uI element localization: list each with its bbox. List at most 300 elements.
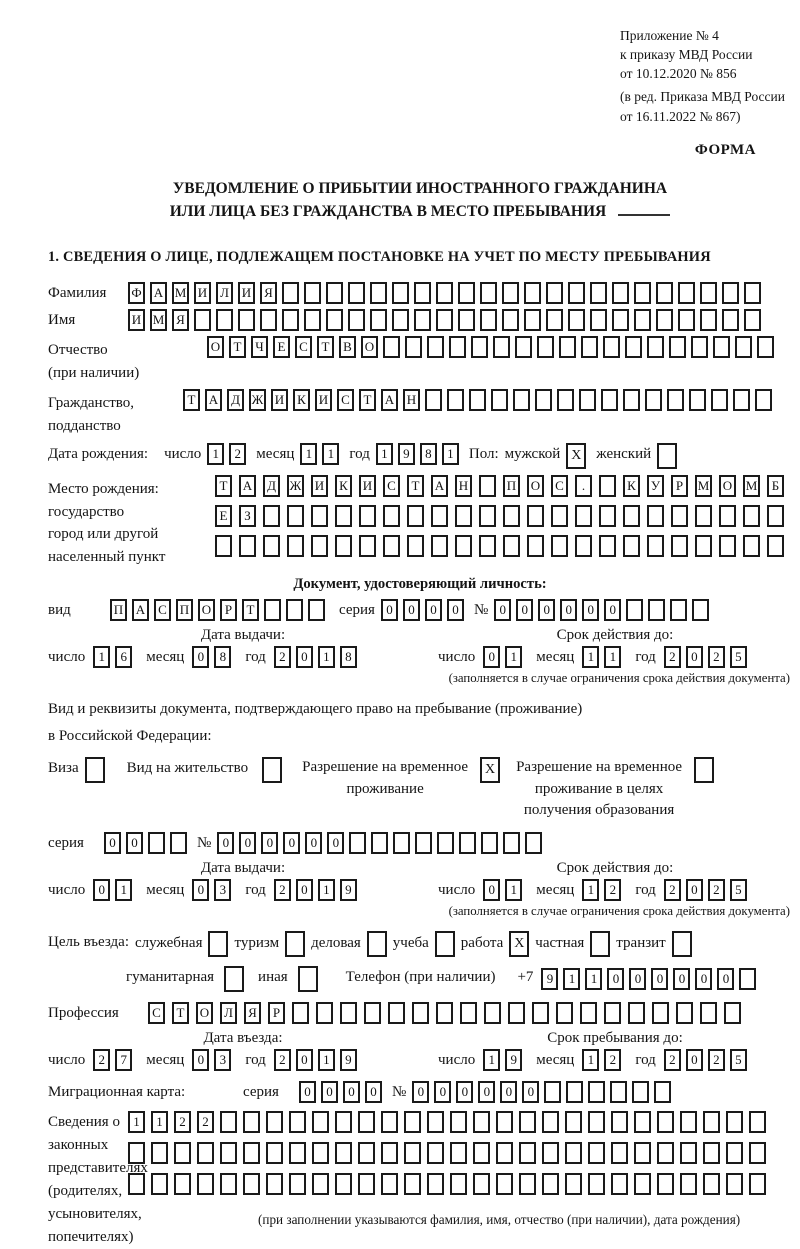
char-box[interactable]: 2 — [664, 1049, 681, 1071]
char-box[interactable]: 0 — [321, 1081, 338, 1103]
char-box[interactable]: П — [176, 599, 193, 621]
char-box[interactable]: 0 — [516, 599, 533, 621]
char-box[interactable] — [700, 282, 717, 304]
char-box[interactable] — [767, 505, 784, 527]
char-box[interactable] — [565, 1142, 582, 1164]
char-box[interactable] — [648, 599, 665, 621]
char-box[interactable] — [645, 389, 662, 411]
char-box[interactable]: Ж — [249, 389, 266, 411]
char-box[interactable] — [128, 1142, 145, 1164]
char-box[interactable]: Р — [268, 1002, 285, 1024]
char-box[interactable]: Н — [455, 475, 472, 497]
char-box[interactable] — [611, 1142, 628, 1164]
char-box[interactable] — [623, 535, 640, 557]
char-box[interactable]: В — [339, 336, 356, 358]
char-box[interactable]: 1 — [376, 443, 393, 465]
char-box[interactable]: 0 — [447, 599, 464, 621]
char-box[interactable]: 0 — [296, 646, 313, 668]
char-box[interactable] — [703, 1173, 720, 1195]
char-box[interactable]: Е — [215, 505, 232, 527]
char-box[interactable]: 0 — [629, 968, 646, 990]
char-box[interactable] — [722, 282, 739, 304]
char-box[interactable]: 0 — [412, 1081, 429, 1103]
char-box[interactable]: 0 — [483, 879, 500, 901]
char-box[interactable] — [700, 1002, 717, 1024]
char-box[interactable] — [282, 282, 299, 304]
char-box[interactable]: 1 — [318, 1049, 335, 1071]
char-box[interactable]: 0 — [296, 1049, 313, 1071]
char-box[interactable]: 0 — [239, 832, 256, 854]
char-box[interactable] — [262, 757, 282, 783]
char-box[interactable] — [370, 282, 387, 304]
char-box[interactable]: С — [337, 389, 354, 411]
char-box[interactable]: 0 — [217, 832, 234, 854]
char-box[interactable] — [215, 535, 232, 557]
char-box[interactable]: 0 — [560, 599, 577, 621]
char-box[interactable]: А — [205, 389, 222, 411]
char-box[interactable] — [263, 535, 280, 557]
char-box[interactable] — [579, 389, 596, 411]
char-box[interactable]: И — [194, 282, 211, 304]
char-box[interactable] — [524, 282, 541, 304]
char-box[interactable] — [381, 1111, 398, 1133]
char-box[interactable] — [455, 535, 472, 557]
char-box[interactable]: М — [743, 475, 760, 497]
char-box[interactable]: 0 — [717, 968, 734, 990]
char-box[interactable] — [680, 1142, 697, 1164]
char-box[interactable]: 1 — [442, 443, 459, 465]
char-box[interactable] — [404, 1173, 421, 1195]
char-box[interactable]: 1 — [115, 879, 132, 901]
char-box[interactable] — [335, 1173, 352, 1195]
char-box[interactable] — [755, 389, 772, 411]
char-box[interactable]: Я — [260, 282, 277, 304]
char-box[interactable]: Р — [220, 599, 237, 621]
char-box[interactable]: 0 — [403, 599, 420, 621]
char-box[interactable] — [749, 1173, 766, 1195]
char-box[interactable] — [680, 1111, 697, 1133]
char-box[interactable]: Д — [227, 389, 244, 411]
char-box[interactable] — [381, 1173, 398, 1195]
char-box[interactable] — [580, 1002, 597, 1024]
char-box[interactable]: И — [238, 282, 255, 304]
char-box[interactable] — [503, 832, 520, 854]
char-box[interactable]: Д — [263, 475, 280, 497]
char-box[interactable]: К — [623, 475, 640, 497]
char-box[interactable] — [703, 1111, 720, 1133]
char-box[interactable] — [542, 1111, 559, 1133]
char-box[interactable]: 0 — [327, 832, 344, 854]
char-box[interactable]: Л — [220, 1002, 237, 1024]
char-box[interactable] — [312, 1173, 329, 1195]
char-box[interactable] — [542, 1142, 559, 1164]
char-box[interactable] — [326, 282, 343, 304]
char-box[interactable] — [519, 1111, 536, 1133]
char-box[interactable] — [208, 931, 228, 957]
char-box[interactable]: М — [695, 475, 712, 497]
char-box[interactable] — [436, 309, 453, 331]
char-box[interactable] — [308, 599, 325, 621]
char-box[interactable] — [216, 309, 233, 331]
char-box[interactable] — [599, 505, 616, 527]
char-box[interactable]: 2 — [197, 1111, 214, 1133]
char-box[interactable]: 0 — [456, 1081, 473, 1103]
char-box[interactable] — [148, 832, 165, 854]
char-box[interactable] — [508, 1002, 525, 1024]
char-box[interactable] — [224, 966, 244, 992]
char-box[interactable] — [392, 282, 409, 304]
char-box[interactable]: У — [647, 475, 664, 497]
char-box[interactable] — [581, 336, 598, 358]
char-box[interactable] — [427, 1142, 444, 1164]
char-box[interactable]: 0 — [651, 968, 668, 990]
char-box[interactable] — [312, 1142, 329, 1164]
char-box[interactable] — [634, 282, 651, 304]
char-box[interactable] — [556, 1002, 573, 1024]
char-box[interactable]: Я — [172, 309, 189, 331]
char-box[interactable] — [603, 336, 620, 358]
char-box[interactable]: 0 — [686, 646, 703, 668]
char-box[interactable] — [436, 282, 453, 304]
char-box[interactable] — [263, 505, 280, 527]
char-box[interactable]: Я — [244, 1002, 261, 1024]
char-box[interactable]: 0 — [686, 1049, 703, 1071]
char-box[interactable] — [671, 535, 688, 557]
char-box[interactable] — [289, 1173, 306, 1195]
char-box[interactable]: К — [335, 475, 352, 497]
char-box[interactable] — [407, 535, 424, 557]
char-box[interactable]: 0 — [93, 879, 110, 901]
char-box[interactable]: 8 — [420, 443, 437, 465]
char-box[interactable]: Р — [671, 475, 688, 497]
char-box[interactable] — [383, 336, 400, 358]
char-box[interactable]: 9 — [541, 968, 558, 990]
char-box[interactable]: 9 — [340, 1049, 357, 1071]
char-box[interactable]: 0 — [283, 832, 300, 854]
char-box[interactable] — [722, 309, 739, 331]
char-box[interactable] — [194, 309, 211, 331]
char-box[interactable] — [502, 309, 519, 331]
char-box[interactable]: Т — [172, 1002, 189, 1024]
char-box[interactable] — [427, 336, 444, 358]
char-box[interactable]: 0 — [483, 646, 500, 668]
char-box[interactable] — [744, 309, 761, 331]
char-box[interactable]: 0 — [261, 832, 278, 854]
char-box[interactable]: Т — [215, 475, 232, 497]
char-box[interactable] — [743, 535, 760, 557]
char-box[interactable] — [348, 282, 365, 304]
char-box[interactable]: 1 — [318, 879, 335, 901]
char-box[interactable]: А — [431, 475, 448, 497]
char-box[interactable]: О — [196, 1002, 213, 1024]
char-box[interactable]: 8 — [340, 646, 357, 668]
char-box[interactable] — [479, 475, 496, 497]
char-box[interactable] — [726, 1111, 743, 1133]
char-box[interactable] — [335, 535, 352, 557]
char-box[interactable] — [431, 505, 448, 527]
char-box[interactable] — [524, 309, 541, 331]
char-box[interactable]: 2 — [708, 879, 725, 901]
char-box[interactable] — [654, 1081, 671, 1103]
char-box[interactable] — [735, 336, 752, 358]
char-box[interactable] — [623, 505, 640, 527]
char-box[interactable]: Б — [767, 475, 784, 497]
char-box[interactable] — [349, 832, 366, 854]
char-box[interactable]: 2 — [274, 1049, 291, 1071]
char-box[interactable]: 9 — [340, 879, 357, 901]
char-box[interactable] — [289, 1111, 306, 1133]
char-box[interactable]: 2 — [664, 646, 681, 668]
char-box[interactable] — [437, 832, 454, 854]
char-box[interactable] — [371, 832, 388, 854]
char-box[interactable] — [502, 282, 519, 304]
char-box[interactable] — [151, 1173, 168, 1195]
char-box[interactable] — [496, 1111, 513, 1133]
char-box[interactable] — [480, 282, 497, 304]
char-box[interactable] — [628, 1002, 645, 1024]
char-box[interactable] — [590, 309, 607, 331]
char-box[interactable] — [455, 505, 472, 527]
char-box[interactable] — [671, 505, 688, 527]
char-box[interactable]: 5 — [730, 1049, 747, 1071]
char-box[interactable] — [588, 1173, 605, 1195]
char-box[interactable] — [292, 1002, 309, 1024]
char-box[interactable] — [311, 535, 328, 557]
char-box[interactable] — [436, 1002, 453, 1024]
char-box[interactable] — [414, 282, 431, 304]
char-box[interactable] — [695, 535, 712, 557]
char-box[interactable]: 3 — [214, 879, 231, 901]
char-box[interactable] — [719, 535, 736, 557]
char-box[interactable] — [358, 1173, 375, 1195]
char-box[interactable]: 1 — [582, 1049, 599, 1071]
char-box[interactable]: 0 — [299, 1081, 316, 1103]
char-box[interactable] — [358, 1111, 375, 1133]
char-box[interactable] — [359, 505, 376, 527]
char-box[interactable]: 1 — [318, 646, 335, 668]
char-box[interactable]: Ф — [128, 282, 145, 304]
char-box[interactable]: 0 — [192, 1049, 209, 1071]
char-box[interactable]: А — [150, 282, 167, 304]
char-box[interactable]: С — [154, 599, 171, 621]
char-box[interactable]: П — [110, 599, 127, 621]
char-box[interactable] — [469, 389, 486, 411]
char-box[interactable] — [460, 1002, 477, 1024]
char-box[interactable]: 2 — [274, 879, 291, 901]
char-box[interactable] — [703, 1142, 720, 1164]
char-box[interactable] — [568, 309, 585, 331]
char-box[interactable]: 0 — [104, 832, 121, 854]
char-box[interactable] — [174, 1142, 191, 1164]
char-box[interactable]: X — [509, 931, 529, 957]
char-box[interactable] — [415, 832, 432, 854]
char-box[interactable] — [427, 1173, 444, 1195]
char-box[interactable]: И — [359, 475, 376, 497]
char-box[interactable] — [634, 1142, 651, 1164]
char-box[interactable]: 0 — [538, 599, 555, 621]
char-box[interactable] — [656, 282, 673, 304]
char-box[interactable]: 0 — [582, 599, 599, 621]
char-box[interactable]: О — [719, 475, 736, 497]
char-box[interactable] — [566, 1081, 583, 1103]
char-box[interactable]: 0 — [604, 599, 621, 621]
char-box[interactable] — [425, 389, 442, 411]
char-box[interactable] — [588, 1081, 605, 1103]
char-box[interactable] — [285, 931, 305, 957]
char-box[interactable] — [238, 309, 255, 331]
char-box[interactable] — [447, 389, 464, 411]
char-box[interactable]: 3 — [214, 1049, 231, 1071]
char-box[interactable] — [304, 282, 321, 304]
char-box[interactable] — [393, 832, 410, 854]
char-box[interactable] — [503, 535, 520, 557]
char-box[interactable]: Т — [229, 336, 246, 358]
char-box[interactable]: С — [383, 475, 400, 497]
char-box[interactable] — [304, 309, 321, 331]
char-box[interactable]: 1 — [563, 968, 580, 990]
char-box[interactable]: 0 — [192, 646, 209, 668]
char-box[interactable] — [527, 535, 544, 557]
char-box[interactable] — [678, 282, 695, 304]
char-box[interactable] — [220, 1111, 237, 1133]
char-box[interactable]: 2 — [664, 879, 681, 901]
char-box[interactable]: З — [239, 505, 256, 527]
char-box[interactable] — [657, 1111, 674, 1133]
char-box[interactable] — [503, 505, 520, 527]
char-box[interactable] — [197, 1173, 214, 1195]
char-box[interactable] — [412, 1002, 429, 1024]
char-box[interactable] — [383, 535, 400, 557]
char-box[interactable] — [287, 505, 304, 527]
char-box[interactable] — [634, 1111, 651, 1133]
char-box[interactable] — [450, 1142, 467, 1164]
char-box[interactable]: 2 — [229, 443, 246, 465]
char-box[interactable] — [316, 1002, 333, 1024]
char-box[interactable]: 1 — [604, 646, 621, 668]
char-box[interactable] — [407, 505, 424, 527]
char-box[interactable]: 1 — [322, 443, 339, 465]
char-box[interactable] — [450, 1173, 467, 1195]
char-box[interactable] — [588, 1111, 605, 1133]
char-box[interactable]: С — [148, 1002, 165, 1024]
char-box[interactable]: О — [527, 475, 544, 497]
char-box[interactable] — [427, 1111, 444, 1133]
char-box[interactable] — [381, 1142, 398, 1164]
char-box[interactable]: 1 — [483, 1049, 500, 1071]
char-box[interactable] — [537, 336, 554, 358]
char-box[interactable] — [458, 309, 475, 331]
char-box[interactable]: 1 — [151, 1111, 168, 1133]
char-box[interactable] — [546, 309, 563, 331]
char-box[interactable]: С — [551, 475, 568, 497]
char-box[interactable] — [657, 1173, 674, 1195]
char-box[interactable] — [544, 1081, 561, 1103]
char-box[interactable] — [383, 505, 400, 527]
char-box[interactable] — [326, 309, 343, 331]
char-box[interactable]: 2 — [708, 1049, 725, 1071]
char-box[interactable] — [680, 1173, 697, 1195]
char-box[interactable] — [700, 309, 717, 331]
char-box[interactable]: 0 — [434, 1081, 451, 1103]
char-box[interactable] — [599, 475, 616, 497]
char-box[interactable] — [670, 599, 687, 621]
char-box[interactable] — [170, 832, 187, 854]
char-box[interactable]: Т — [183, 389, 200, 411]
char-box[interactable] — [551, 505, 568, 527]
char-box[interactable] — [496, 1142, 513, 1164]
char-box[interactable] — [678, 309, 695, 331]
char-box[interactable] — [289, 1142, 306, 1164]
char-box[interactable] — [652, 1002, 669, 1024]
char-box[interactable]: 0 — [126, 832, 143, 854]
char-box[interactable] — [515, 336, 532, 358]
char-box[interactable]: 2 — [274, 646, 291, 668]
char-box[interactable] — [657, 1142, 674, 1164]
char-box[interactable]: 7 — [115, 1049, 132, 1071]
char-box[interactable] — [527, 505, 544, 527]
char-box[interactable] — [532, 1002, 549, 1024]
char-box[interactable] — [743, 505, 760, 527]
char-box[interactable]: 0 — [192, 879, 209, 901]
char-box[interactable] — [767, 535, 784, 557]
char-box[interactable] — [669, 336, 686, 358]
char-box[interactable] — [484, 1002, 501, 1024]
char-box[interactable] — [358, 1142, 375, 1164]
char-box[interactable] — [220, 1173, 237, 1195]
char-box[interactable] — [359, 535, 376, 557]
char-box[interactable] — [744, 282, 761, 304]
char-box[interactable]: 0 — [343, 1081, 360, 1103]
char-box[interactable] — [481, 832, 498, 854]
char-box[interactable]: 0 — [305, 832, 322, 854]
char-box[interactable] — [739, 968, 756, 990]
char-box[interactable] — [647, 535, 664, 557]
char-box[interactable] — [568, 282, 585, 304]
char-box[interactable] — [634, 309, 651, 331]
char-box[interactable] — [551, 535, 568, 557]
char-box[interactable] — [312, 1111, 329, 1133]
char-box[interactable] — [588, 1142, 605, 1164]
char-box[interactable] — [575, 505, 592, 527]
char-box[interactable] — [449, 336, 466, 358]
char-box[interactable] — [364, 1002, 381, 1024]
char-box[interactable] — [370, 309, 387, 331]
char-box[interactable] — [611, 1173, 628, 1195]
char-box[interactable] — [243, 1111, 260, 1133]
char-box[interactable] — [695, 505, 712, 527]
char-box[interactable] — [335, 1111, 352, 1133]
char-box[interactable] — [632, 1081, 649, 1103]
char-box[interactable] — [590, 931, 610, 957]
char-box[interactable]: 5 — [730, 879, 747, 901]
char-box[interactable] — [601, 389, 618, 411]
char-box[interactable]: И — [128, 309, 145, 331]
char-box[interactable] — [604, 1002, 621, 1024]
char-box[interactable]: 2 — [93, 1049, 110, 1071]
char-box[interactable] — [243, 1142, 260, 1164]
char-box[interactable]: Л — [216, 282, 233, 304]
char-box[interactable] — [692, 599, 709, 621]
char-box[interactable] — [691, 336, 708, 358]
char-box[interactable]: Т — [242, 599, 259, 621]
char-box[interactable] — [431, 535, 448, 557]
char-box[interactable] — [749, 1111, 766, 1133]
char-box[interactable]: 0 — [673, 968, 690, 990]
char-box[interactable] — [471, 336, 488, 358]
char-box[interactable] — [546, 282, 563, 304]
char-box[interactable] — [282, 309, 299, 331]
char-box[interactable] — [404, 1111, 421, 1133]
